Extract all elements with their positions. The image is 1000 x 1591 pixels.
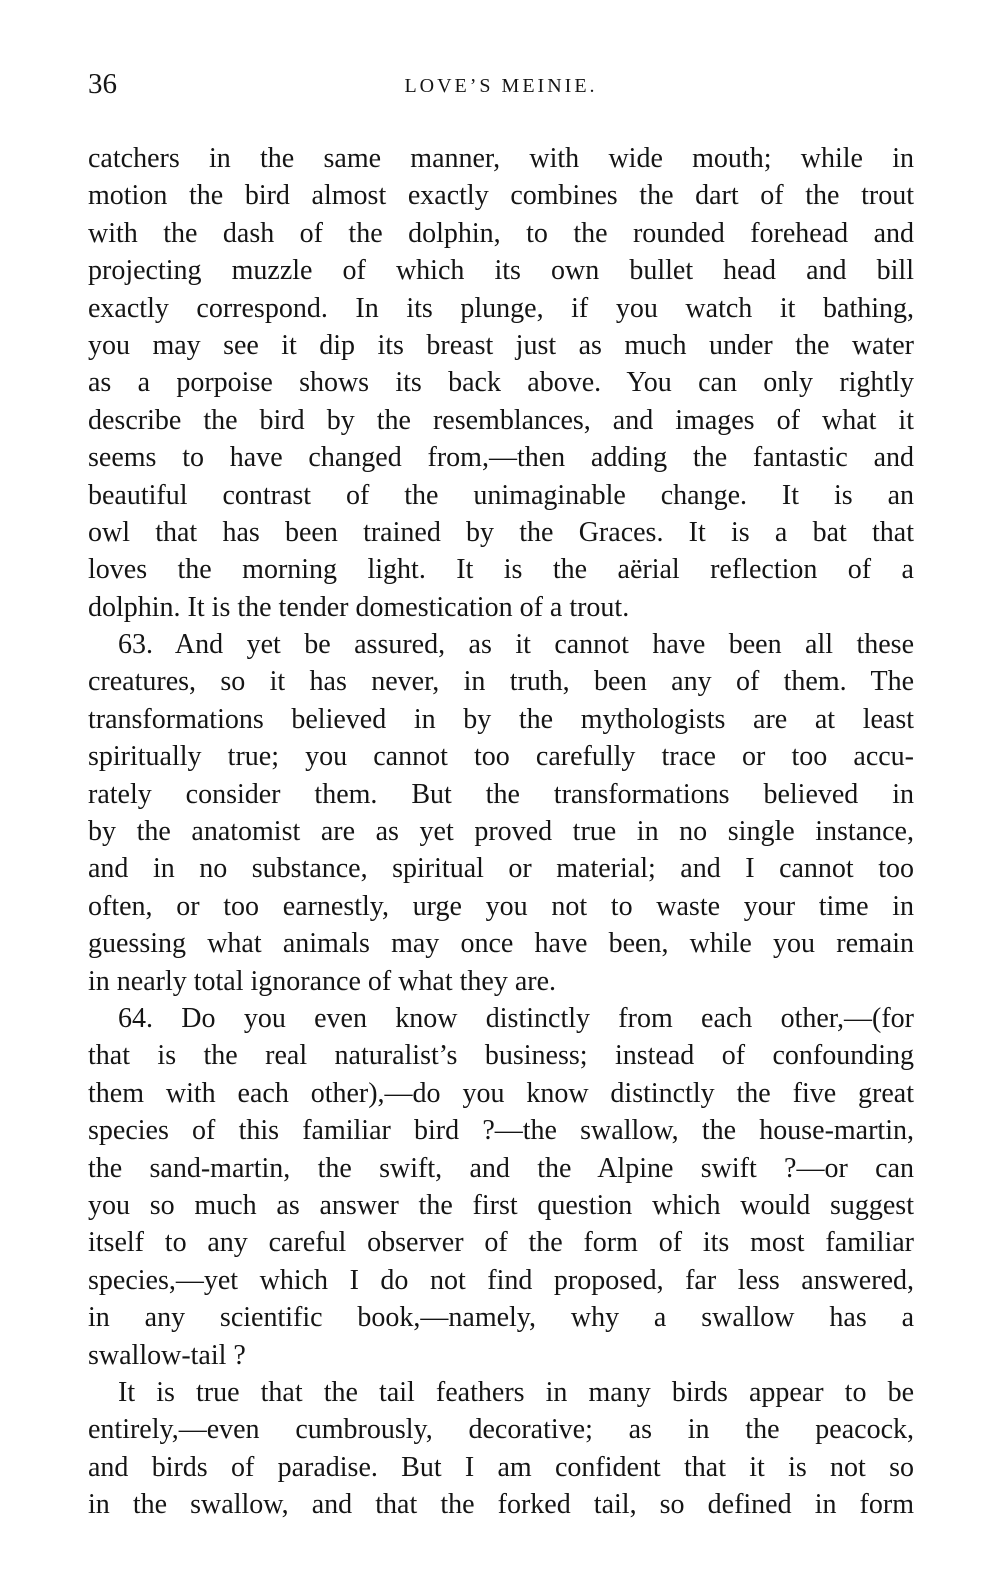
text-line-3: with the dash of the dolphin, to the rounded forehead and <box>88 217 914 249</box>
text-line-22: guessing what animals may once have been, while you remain <box>88 928 914 960</box>
text-line-8: describe the bird by the resemblances, and images of what it <box>88 404 914 436</box>
running-head <box>88 64 914 104</box>
text-line-13: dolphin. It is the tender domestication of a trout. <box>88 591 630 623</box>
text-line-16: transformations believed in by the mythologists are at least <box>88 703 914 735</box>
text-line-10: beautiful contrast of the unimaginable change. It is an <box>88 479 914 511</box>
text-line-19: by the anatomist are as yet proved true in no single instance, <box>88 816 914 848</box>
text-line-5: exactly correspond. In its plunge, if you watch it bathing, <box>88 292 914 324</box>
text-line-6: you may see it dip its breast just as much under the water <box>88 329 914 361</box>
body-text <box>88 140 914 1523</box>
text-line-11: owl that has been trained by the Graces. It is a bat that <box>88 516 914 548</box>
text-line-30: itself to any careful observer of the form of its most familiar <box>88 1227 914 1259</box>
text-line-9: seems to have changed from,—then adding the fantastic and <box>88 442 914 474</box>
text-line-15: creatures, so it has never, in truth, been any of them. The <box>88 666 914 698</box>
text-line-28: the sand-martin, the swift, and the Alpine swift ?—or can <box>88 1152 914 1184</box>
text-line-32: in any scientific book,—namely, why a swallow has a <box>88 1302 914 1334</box>
text-line-26: them with each other),—do you know distinctly the five great <box>88 1077 914 1109</box>
text-line-35: entirely,—even cumbrously, decorative; as in the peacock, <box>88 1414 914 1446</box>
text-line-24: 64. Do you even know distinctly from each other,—(for <box>118 1002 914 1034</box>
text-line-33: swallow-tail ? <box>88 1339 246 1371</box>
text-line-14: 63. And yet be assured, as it cannot have been all these <box>118 629 914 661</box>
page-number: 36 <box>88 68 117 100</box>
text-line-36: and birds of paradise. But I am confident that it is not so <box>88 1451 914 1483</box>
text-line-17: spiritually true; you cannot too carefully trace or too accu- <box>88 741 914 773</box>
text-line-21: often, or too earnestly, urge you not to waste your time in <box>88 890 914 922</box>
text-line-4: projecting muzzle of which its own bullet head and bill <box>88 255 914 287</box>
text-line-1: catchers in the same manner, with wide mouth; while in <box>88 143 914 174</box>
text-line-18: rately consider them. But the transformations believed in <box>88 778 914 810</box>
text-line-7: as a porpoise shows its back above. You can only rightly <box>88 367 914 399</box>
text-line-31: species,—yet which I do not find proposed, far less answered, <box>88 1264 914 1296</box>
text-line-34: It is true that the tail feathers in many birds appear to be <box>118 1376 914 1408</box>
text-line-12: loves the morning light. It is the aërial reflection of a <box>88 554 914 586</box>
text-line-29: you so much as answer the first question which would suggest <box>88 1189 914 1221</box>
text-line-25: that is the real naturalist’s business; instead of confounding <box>88 1040 914 1072</box>
text-line-23: in nearly total ignorance of what they are. <box>88 965 557 997</box>
text-line-27: species of this familiar bird ?—the swallow, the house-martin, <box>88 1115 914 1147</box>
running-title: LOVE’S MEINIE. <box>404 75 598 97</box>
text-line-20: and in no substance, spiritual or material; and I cannot too <box>88 853 914 885</box>
text-line-2: motion the bird almost exactly combines the dart of the trout <box>88 180 914 212</box>
text-line-37: in the swallow, and that the forked tail, so defined in form <box>88 1489 914 1521</box>
